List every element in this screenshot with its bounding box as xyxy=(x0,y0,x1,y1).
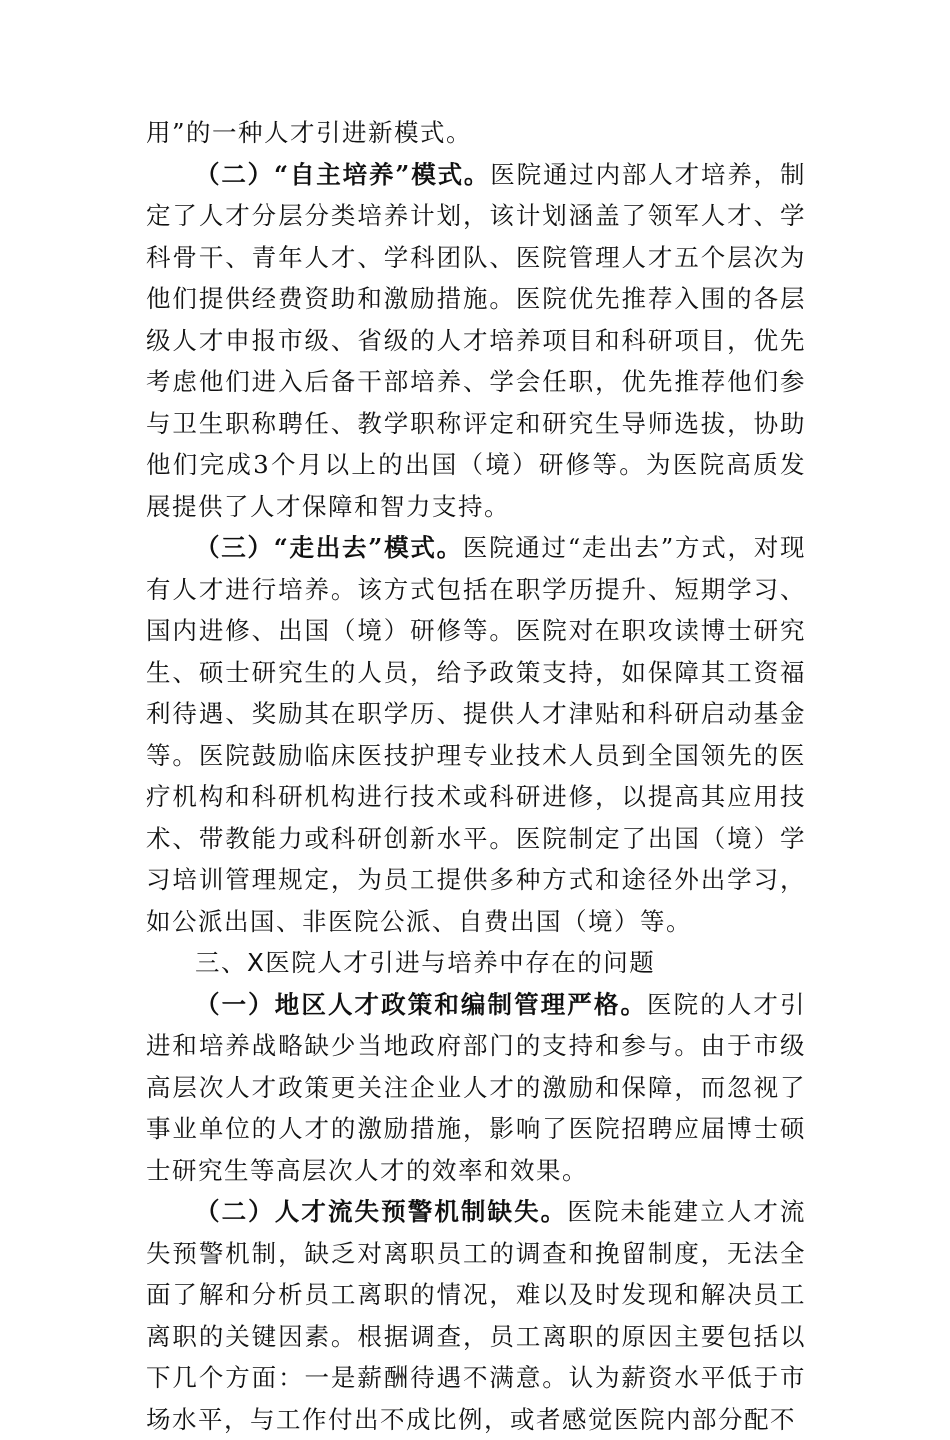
paragraph-turnover-warning-issue xyxy=(146,1191,806,1440)
paragraph-text: 医院的人才引进和培养战略缺少当地政府部门的支持和参与。由于市级高层次人才政策更关注企业人才的激励和保障，而忽视了事业单位的人才的激励措施，影响了医院招聘应届博士硕士研究生等高层次人才的效率和效果。 xyxy=(146,989,807,1185)
paragraph-text: 医院通过内部人才培养，制定了人才分层分类培养计划，该计划涵盖了领军人才、学科骨干、青年人才、学科团队、医院管理人才五个层次为他们提供经费资助和激励措施。医院优先推荐入围的各层级人才申报市级、省级的人才培养项目和科研项目，优先考虑他们进入后备干部培养、学会任职，优先推荐他们参与卫生职称聘任、教学职称评定和研究生导师选拔，协助他们完成3个月以上的出国（境）研修等。为医院高质发展提供了人才保障和智力支持。 xyxy=(146,159,807,521)
paragraph-lead: （一）地区人才政策和编制管理严格。 xyxy=(195,989,648,1019)
paragraph-text: 医院通过“走出去”方式，对现有人才进行培养。该方式包括在职学历提升、短期学习、国内进修、出国（境）研修等。医院对在职攻读博士研究生、硕士研究生的人员，给予政策支持，如保障其工资福利待遇、奖励其在职学历、提供人才津贴和科研启动基金等。医院鼓励临床医技护理专业技术人员到全国领先的医疗机构和科研机构进行技术或科研进修，以提高其应用技术、带教能力或科研创新水平。医院制定了出国（境）学习培训管理规定，为员工提供多种方式和途径外出学习，如公派出国、非医院公派、自费出国（境）等。 xyxy=(146,533,806,936)
paragraph-lead: （三）“走出去”模式。 xyxy=(195,533,463,562)
paragraph-text: 医院未能建立人才流失预警机制，缺乏对离职员工的调查和挽留制度，无法全面了解和分析员工离职的情况，难以及时发现和解决员工离职的关键因素。根据调查，员工离职的原因主要包括以下几个方面：一是薪酬待遇不满意。认为薪资水平低于市场水平，与工作付出不成比例，或者感觉医院内部分配不 xyxy=(146,1197,807,1434)
paragraph-going-out-model xyxy=(146,527,806,942)
section-heading: 三、X医院人才引进与培养中存在的问题 xyxy=(195,948,656,977)
document-body xyxy=(146,112,806,1440)
paragraph-continuation xyxy=(146,112,806,154)
paragraph-self-training-model xyxy=(146,154,806,528)
paragraph-text: 用”的一种人才引进新模式。 xyxy=(146,118,473,147)
paragraph-policy-issue xyxy=(146,984,806,1192)
paragraph-lead: （二）人才流失预警机制缺失。 xyxy=(195,1197,568,1226)
paragraph-lead: （二）“自主培养”模式。 xyxy=(195,159,491,189)
